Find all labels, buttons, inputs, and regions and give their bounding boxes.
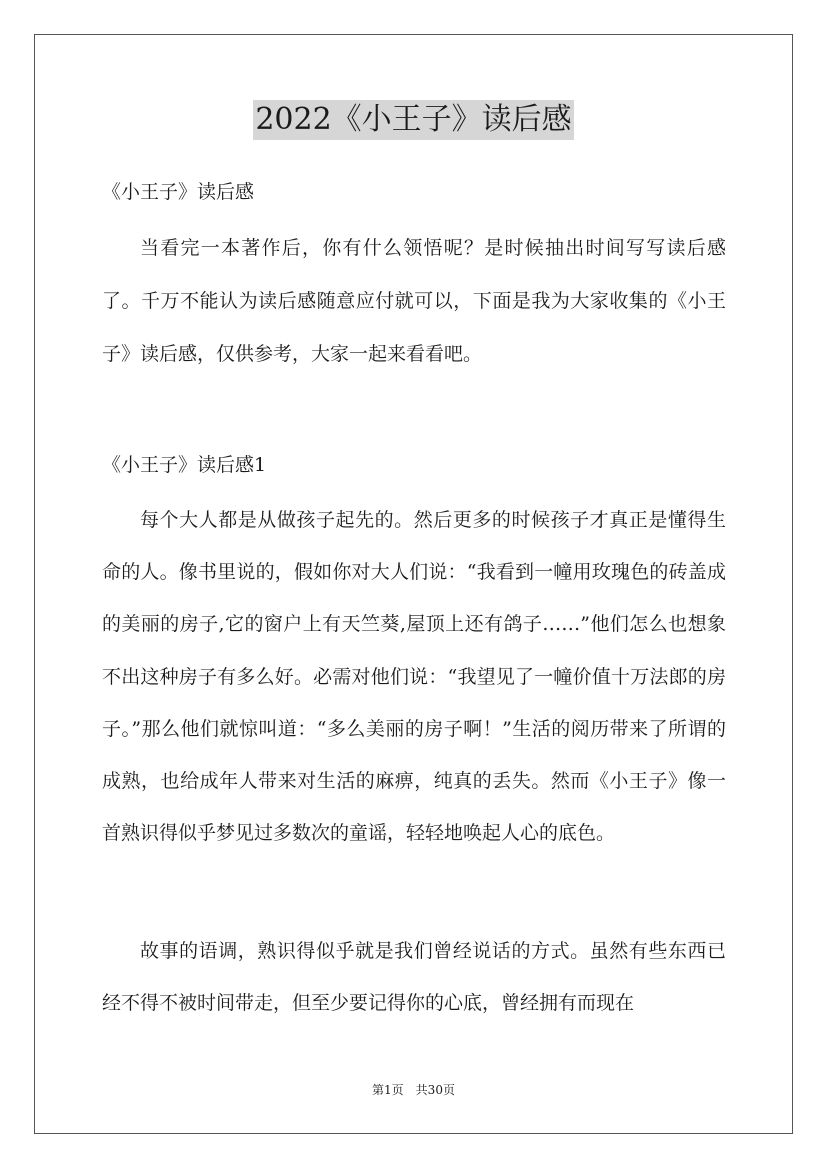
page-number: 第1页 共30页 <box>372 1083 455 1097</box>
page-footer <box>0 1082 827 1098</box>
intro-paragraph-text: 当看完一本著作后，你有什么领悟呢？是时候抽出时间写写读后感了。千万不能认为读后感随意应付就可以，下面是我为大家收集的《小王子》读后感，仅供参考，大家一起来看看吧。 <box>102 237 726 365</box>
section1-paragraph1 <box>102 494 726 859</box>
section1-heading: 《小王子》读后感1 <box>102 454 267 476</box>
section1-paragraph2-text: 故事的语调，熟识得似乎就是我们曾经说话的方式。虽然有些东西已经不得不被时间带走，但至少要记得你的心底，曾经拥有而现在 <box>102 940 726 1015</box>
title-container <box>0 100 827 140</box>
intro-heading: 《小王子》读后感 <box>102 181 255 203</box>
document-title: 2022《小王子》读后感 <box>253 100 573 140</box>
intro-paragraph <box>102 222 726 381</box>
section1-paragraph1-text: 每个大人都是从做孩子起先的。然后更多的时候孩子才真正是懂得生命的人。像书里说的，假如你对大人们说：“我看到一幢用玫瑰色的砖盖成的美丽的房子,它的窗户上有天竺葵,屋顶上还有鸽子……”他们怎么也想象不出这种房子有多么好。必需对他们说：“我望见了一幢价值十万法郎的房子。”那么他们就惊叫道：“多么美丽的房子啊！”生活的阅历带来了所谓的成熟，也给成年人带来对生活的麻痹，纯真的丢失。然而《小王子》像一首熟识得似乎梦见过多数次的童谣，轻轻地唤起人心的底色。 <box>102 509 726 845</box>
section1-paragraph2 <box>102 925 726 1029</box>
